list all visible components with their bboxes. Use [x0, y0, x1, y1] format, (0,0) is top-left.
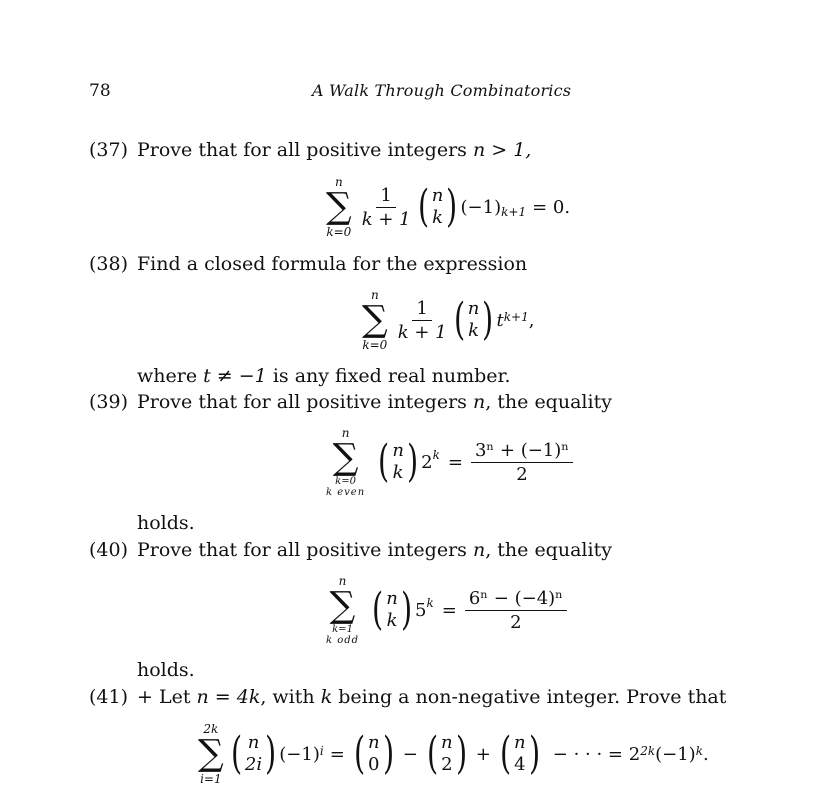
formula-41: 2k ∑ i=1 ( n 2i ) (−1) i = ( n 0 ) − ( n 2 ) + ( n 4 ) − · · · = 2 2k (−1) k .: [198, 722, 709, 786]
problem-39-text: Prove that for all positive integers n, the equality: [137, 391, 612, 413]
formula-39: n ∑ k=0 k even ( n k ) 2 $^k$ = $\frac{\text{3ⁿ + (−1)ⁿ}}{2}$: [326, 426, 573, 498]
problem-40-number: (40): [89, 539, 129, 561]
problem-39-continuation: holds.: [137, 512, 195, 534]
problem-40-continuation: holds.: [137, 659, 195, 681]
problem-41-text: + Let n = 4k, with k being a non-negative integer. Prove that: [137, 686, 727, 708]
formula-37: n ∑ k=0 $\frac{1}{k + 1}$ ( n k ) (−1) $_{k+1}$ = 0.: [326, 175, 571, 239]
problem-40-text: Prove that for all positive integers n, the equality: [137, 539, 612, 561]
page-number: 78: [89, 81, 111, 101]
running-title: A Walk Through Combinatorics: [312, 81, 572, 100]
problem-39-number: (39): [89, 391, 129, 413]
problem-38-text: Find a closed formula for the expression: [137, 253, 528, 275]
problem-38-number: (38): [89, 253, 129, 275]
problem-37-number: (37): [89, 139, 129, 161]
problem-41-number: (41): [89, 686, 129, 708]
formula-40: n ∑ k=1 k odd ( n k ) 5 $^k$ = $\frac{\text{6ⁿ − (−4)ⁿ}}{2}$: [326, 574, 567, 646]
formula-38: n ∑ k=0 $\frac{1}{k + 1}$ ( n k ) t k+1 ,: [362, 288, 535, 352]
problem-37-text: Prove that for all positive integers n > 1,: [137, 139, 532, 161]
problem-38-continuation: where t ≠ −1 is any fixed real number.: [137, 365, 511, 387]
